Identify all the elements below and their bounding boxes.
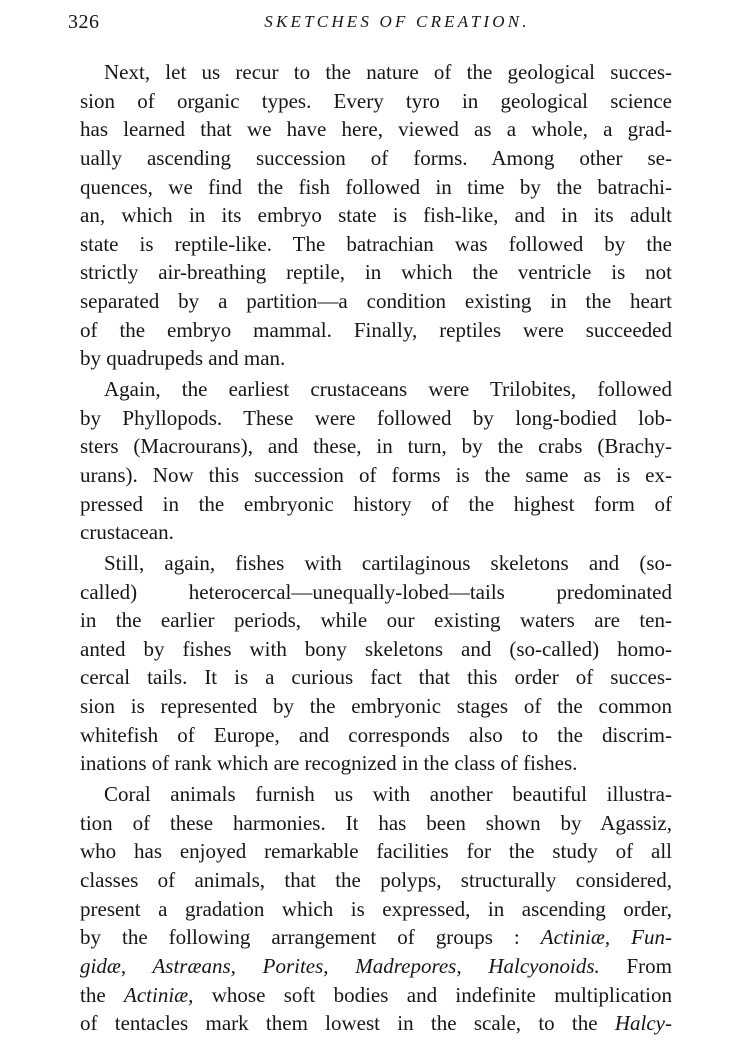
text-line: inations of rank which are recognized in the class of fishes. [80, 751, 578, 776]
text-line: ually ascending succession of forms. Among other se- [80, 145, 672, 170]
text-line: Coral animals furnish us with another beautiful illustra- [104, 782, 672, 807]
text-line [80, 952, 672, 981]
text-line: pressed in the embryonic history of the highest form of [80, 491, 672, 516]
text-line: Next, let us recur to the nature of the geological succes- [104, 60, 672, 84]
text-line: who has enjoyed remarkable facilities for the study of all [80, 839, 672, 864]
text-line [80, 981, 672, 1010]
text-line: quences, we find the fish followed in time by the batrachi- [80, 174, 672, 199]
paragraph-4 [80, 780, 672, 1038]
paragraph-1 [80, 58, 672, 373]
text-segment: whose soft bodies and indefinite multiplication [211, 982, 673, 1007]
text-line: an, which in its embryo state is fish-like, and in its adult [80, 203, 672, 228]
text-line: strictly air-breathing reptile, in which the ventricle is not [80, 260, 672, 285]
text-line [80, 923, 672, 952]
italic-term: gidæ, Astræans, Porites, Madrepores, Halcyonoids. [80, 953, 600, 978]
text-line: called) heterocercal—unequally-lobed—tails predominated [80, 579, 672, 604]
page-number: 326 [68, 11, 100, 33]
text-line: in the earlier periods, while our existing waters are ten- [80, 608, 672, 633]
text-line: state is reptile-like. The batrachian was followed by the [80, 231, 672, 256]
italic-term: Halcy- [614, 1011, 672, 1036]
italic-term: Actiniæ, [124, 982, 194, 1007]
text-line: of the embryo mammal. Finally, reptiles were succeeded [80, 317, 672, 342]
text-line: tion of these harmonies. It has been shown by Agassiz, [80, 810, 672, 835]
text-segment: by the following arrangement of groups : [80, 925, 520, 950]
running-title: SKETCHES OF CREATION. [264, 12, 530, 31]
text-line: anted by fishes with bony skeletons and (so-called) homo- [80, 636, 672, 661]
paragraph-3 [80, 549, 672, 778]
text-line: sters (Macrourans), and these, in turn, by the crabs (Brachy- [80, 434, 672, 459]
text-line: crustacean. [80, 520, 174, 545]
text-line: cercal tails. It is a curious fact that this order of succes- [80, 665, 672, 690]
text-line: classes of animals, that the polyps, structurally considered, [80, 867, 672, 892]
body-text [80, 58, 672, 1038]
text-line: has learned that we have here, viewed as a whole, a grad- [80, 117, 672, 142]
paragraph-2 [80, 375, 672, 547]
text-segment: From [626, 953, 672, 978]
text-line [80, 1009, 672, 1038]
text-line: by Phyllopods. These were followed by long-bodied lob- [80, 405, 672, 430]
text-line: whitefish of Europe, and corresponds also to the discrim- [80, 722, 672, 747]
text-line: Still, again, fishes with cartilaginous skeletons and (so- [104, 550, 672, 575]
text-segment: the [80, 982, 106, 1007]
text-line: urans). Now this succession of forms is the same as is ex- [80, 462, 672, 487]
italic-term: Actiniæ, [540, 925, 611, 950]
text-line: by quadrupeds and man. [80, 346, 286, 371]
text-line: separated by a partition—a condition existing in the heart [80, 289, 672, 314]
text-line: sion of organic types. Every tyro in geological science [80, 88, 672, 113]
text-line: present a gradation which is expressed, in ascending order, [80, 896, 672, 921]
text-line: Again, the earliest crustaceans were Trilobites, followed [104, 377, 672, 402]
text-line: sion is represented by the embryonic stages of the common [80, 694, 672, 719]
text-segment: of tentacles mark them lowest in the scale, to the [80, 1011, 598, 1036]
running-head [68, 11, 686, 41]
italic-term: Fun- [631, 925, 672, 950]
